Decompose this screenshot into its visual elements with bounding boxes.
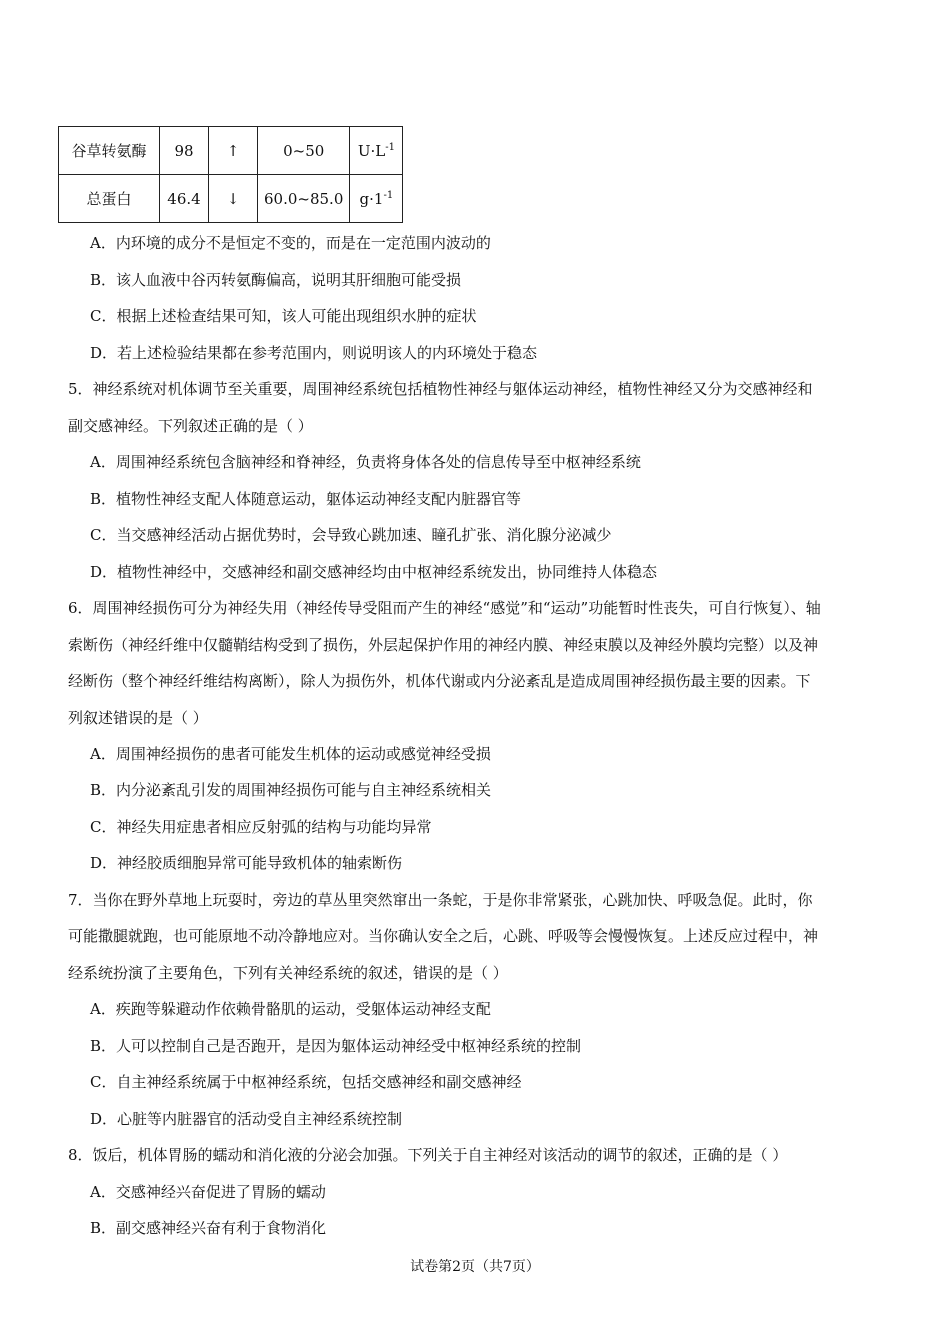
q4-option-c: C．根据上述检查结果可知，该人可能出现组织水肿的症状: [90, 307, 477, 325]
table-cell: 60.0~85.0: [258, 175, 350, 223]
table-cell: 0~50: [258, 127, 350, 175]
table-cell: 98: [160, 127, 209, 175]
q6-option-b: B．内分泌紊乱引发的周围神经损伤可能与自主神经系统相关: [90, 781, 492, 799]
q5-option-c: C．当交感神经活动占据优势时，会导致心跳加速、瞳孔扩张、消化腺分泌减少: [90, 526, 612, 544]
table-row: [59, 175, 403, 223]
q4-option-d: D．若上述检验结果都在参考范围内，则说明该人的内环境处于稳态: [90, 344, 538, 362]
q6-stem-line-4: 列叙述错误的是（ ）: [68, 709, 208, 727]
q6-stem-line-2: 索断伤（神经纤维中仅髓鞘结构受到了损伤，外层起保护作用的神经内膜、神经束膜以及神经外膜均完整）以及神: [68, 636, 819, 654]
q5-option-b: B．植物性神经支配人体随意运动，躯体运动神经支配内脏器官等: [90, 490, 522, 508]
table-cell: ↑: [209, 127, 258, 175]
q5-option-d: D．植物性神经中，交感神经和副交感神经均由中枢神经系统发出，协同维持人体稳态: [90, 563, 658, 581]
q4-option-a: A．内环境的成分不是恒定不变的，而是在一定范围内波动的: [90, 234, 491, 252]
q6-stem-line-3: 经断伤（整个神经纤维结构离断），除人为损伤外，机体代谢或内分泌紊乱是造成周围神经损伤最主要的因素。下: [68, 672, 811, 690]
table-cell: ↓: [209, 175, 258, 223]
q7-option-b: B．人可以控制自己是否跑开，是因为躯体运动神经受中枢神经系统的控制: [90, 1037, 582, 1055]
q8-option-a: A．交感神经兴奋促进了胃肠的蠕动: [90, 1183, 326, 1201]
table-cell: 总蛋白: [59, 175, 160, 223]
q5-option-a: A．周围神经系统包含脑神经和脊神经，负责将身体各处的信息传导至中枢神经系统: [90, 453, 641, 471]
table-cell: $U\cdot L^{-1}$: [350, 127, 403, 175]
table-cell: 谷草转氨酶: [59, 127, 160, 175]
table-row: [59, 127, 403, 175]
table-cell: 46.4: [160, 175, 209, 223]
q6-option-a: A．周围神经损伤的患者可能发生机体的运动或感觉神经受损: [90, 745, 491, 763]
q7-option-a: A．疾跑等躲避动作依赖骨骼肌的运动，受躯体运动神经支配: [90, 1000, 491, 1018]
q6-option-c: C．神经失用症患者相应反射弧的结构与功能均异常: [90, 818, 432, 836]
q6-option-d: D．神经胶质细胞异常可能导致机体的轴索断伤: [90, 854, 403, 872]
q6-stem-line-1: 6．周围神经损伤可分为神经失用（神经传导受阻而产生的神经“感觉”和“运动”功能暂时性丧失，可自行恢复）、轴: [68, 599, 821, 617]
q7-stem-line-1: 7．当你在野外草地上玩耍时，旁边的草丛里突然窜出一条蛇，于是你非常紧张，心跳加快、呼吸急促。此时，你: [68, 891, 813, 909]
q4-option-b: B．该人血液中谷丙转氨酶偏高，说明其肝细胞可能受损: [90, 271, 462, 289]
q7-stem-line-3: 经系统扮演了主要角色，下列有关神经系统的叙述，错误的是（ ）: [68, 964, 508, 982]
q8-stem-line-1: 8．饭后，机体胃肠的蠕动和消化液的分泌会加强。下列关于自主神经对该活动的调节的叙述，正确的是（ ）: [68, 1146, 788, 1164]
q5-stem-line-2: 副交感神经。下列叙述正确的是（ ）: [68, 417, 313, 435]
page-footer: 试卷第2页（共7页）: [410, 1259, 540, 1275]
q8-option-b: B．副交感神经兴奋有利于食物消化: [90, 1219, 327, 1237]
q7-stem-line-2: 可能撒腿就跑，也可能原地不动冷静地应对。当你确认安全之后，心跳、呼吸等会慢慢恢复。上述反应过程中，神: [68, 927, 819, 945]
lab-results-table: [58, 126, 403, 223]
q5-stem-line-1: 5．神经系统对机体调节至关重要，周围神经系统包括植物性神经与躯体运动神经，植物性神经又分为交感神经和: [68, 380, 813, 398]
table-cell: $g\cdot 1^{-1}$: [350, 175, 403, 223]
q7-option-c: C．自主神经系统属于中枢神经系统，包括交感神经和副交感神经: [90, 1073, 522, 1091]
q7-option-d: D．心脏等内脏器官的活动受自主神经系统控制: [90, 1110, 403, 1128]
